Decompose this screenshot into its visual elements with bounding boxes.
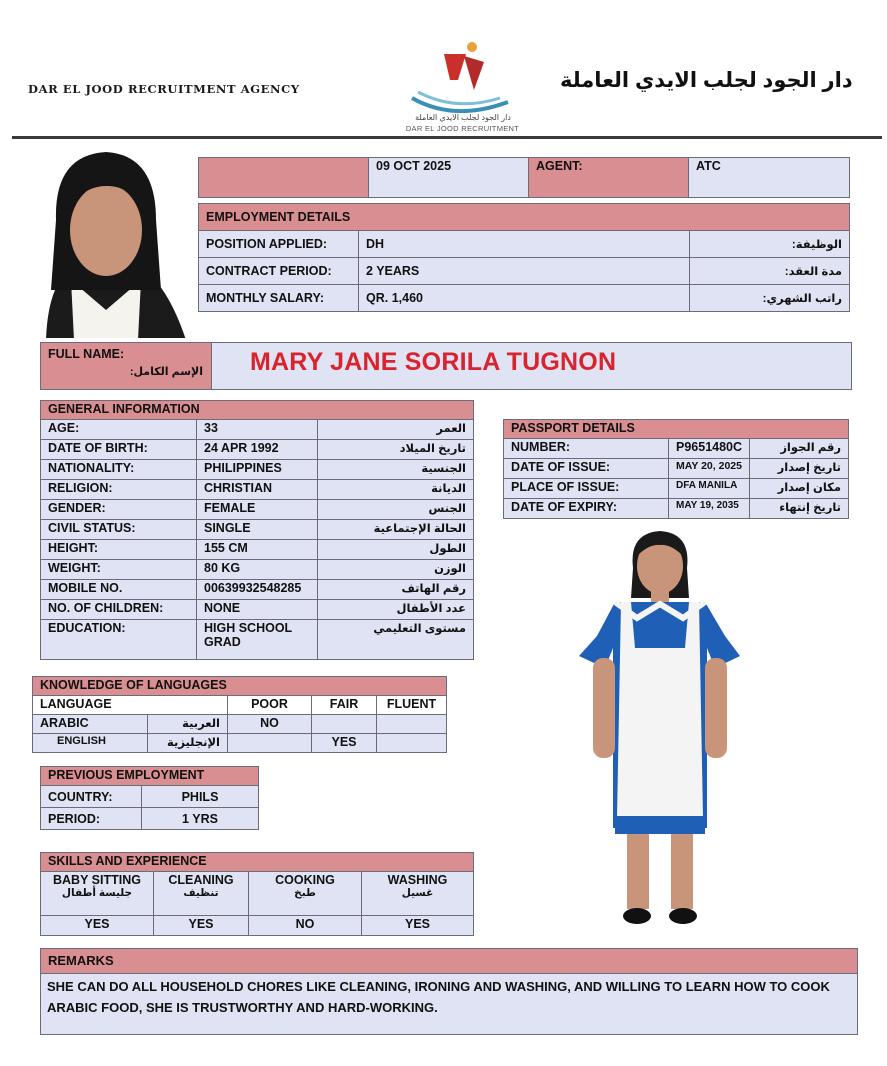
general-label-arabic: الديانة <box>318 480 474 500</box>
passport-label-arabic: مكان إصدار <box>750 479 849 499</box>
general-label-arabic: رقم الهاتف <box>318 580 474 600</box>
passport-value: P9651480C <box>669 439 750 459</box>
passport-label: DATE OF EXPIRY: <box>504 499 669 519</box>
portrait-photo <box>16 150 194 338</box>
logo-arabic-text: دار الجود لجلب الايدي العاملة <box>415 113 511 122</box>
document-date: 09 OCT 2025 <box>369 158 529 198</box>
general-value: 33 <box>197 420 318 440</box>
skill-value: NO <box>249 916 362 936</box>
skill-name: COOKING <box>275 873 335 887</box>
previous-employment-table <box>40 766 259 830</box>
general-label: WEIGHT: <box>41 560 197 580</box>
previous-employment-label: COUNTRY: <box>41 786 142 808</box>
language-fluent <box>377 715 447 734</box>
passport-label: DATE OF ISSUE: <box>504 459 669 479</box>
general-label-arabic: العمر <box>318 420 474 440</box>
general-label-arabic: مستوى التعليمي <box>318 620 474 660</box>
general-value: 80 KG <box>197 560 318 580</box>
general-label: NATIONALITY: <box>41 460 197 480</box>
general-label: MOBILE NO. <box>41 580 197 600</box>
agent-value: ATC <box>689 158 850 198</box>
general-information-table <box>40 400 474 660</box>
passport-label-arabic: تاريخ إصدار <box>750 459 849 479</box>
general-label-arabic: الحالة الإجتماعية <box>318 520 474 540</box>
full-name-label-arabic: الإسم الكامل: <box>129 366 203 378</box>
skill-item <box>362 872 474 916</box>
employment-label-arabic: الوظيفة: <box>690 231 850 258</box>
skill-item <box>154 872 249 916</box>
general-label-arabic: تاريخ الميلاد <box>318 440 474 460</box>
passport-details-table <box>503 419 849 519</box>
general-information-title: GENERAL INFORMATION <box>41 401 474 420</box>
general-value: SINGLE <box>197 520 318 540</box>
general-value: FEMALE <box>197 500 318 520</box>
language-name-arabic: العربية <box>148 715 228 734</box>
general-value: PHILIPPINES <box>197 460 318 480</box>
passport-value: DFA MANILA <box>669 479 750 499</box>
date-agent-table <box>198 157 850 198</box>
employment-details-title: EMPLOYMENT DETAILS <box>199 204 850 231</box>
languages-header-fluent: FLUENT <box>377 696 447 715</box>
general-label: AGE: <box>41 420 197 440</box>
passport-label: NUMBER: <box>504 439 669 459</box>
passport-label-arabic: تاريخ إنتهاء <box>750 499 849 519</box>
agent-label: AGENT: <box>529 158 689 198</box>
languages-header-language: LANGUAGE <box>33 696 228 715</box>
previous-employment-value: PHILS <box>142 786 259 808</box>
language-poor <box>228 734 312 753</box>
general-value: NONE <box>197 600 318 620</box>
languages-header-fair: FAIR <box>312 696 377 715</box>
general-value: CHRISTIAN <box>197 480 318 500</box>
skills-title: SKILLS AND EXPERIENCE <box>41 853 474 872</box>
employment-label: CONTRACT PERIOD: <box>199 258 359 285</box>
header-divider <box>12 136 882 139</box>
portrait-figure-icon <box>16 150 194 338</box>
skill-name-arabic: طبخ <box>294 887 316 899</box>
passport-label-arabic: رقم الجواز <box>750 439 849 459</box>
language-name-arabic: الإنجليزية <box>148 734 228 753</box>
passport-value: MAY 19, 2035 <box>669 499 750 519</box>
employment-value: DH <box>359 231 690 258</box>
general-label: DATE OF BIRTH: <box>41 440 197 460</box>
agency-name-english: DAR EL JOOD RECRUITMENT AGENCY <box>28 82 300 96</box>
skill-name-arabic: غسيل <box>401 887 434 899</box>
general-label-arabic: الجنسية <box>318 460 474 480</box>
language-name: ARABIC <box>33 715 148 734</box>
employment-label-arabic: مدة العقد: <box>690 258 850 285</box>
skill-name-arabic: تنظيف <box>183 887 219 899</box>
skill-name: CLEANING <box>168 873 234 887</box>
agency-logo-icon <box>404 40 516 114</box>
general-label-arabic: الجنس <box>318 500 474 520</box>
language-name: ENGLISH <box>33 734 148 753</box>
skill-value: YES <box>154 916 249 936</box>
general-label: RELIGION: <box>41 480 197 500</box>
remarks-text: SHE CAN DO ALL HOUSEHOLD CHORES LIKE CLEANING, IRONING AND WASHING, AND WILLING TO LEARN HOW TO COOK ARABIC FOOD, SHE IS TRUSTWORTHY AND HARD-WORKING. <box>47 979 830 1015</box>
skill-item <box>249 872 362 916</box>
full-body-photo <box>575 528 745 933</box>
general-label: EDUCATION: <box>41 620 197 660</box>
general-label: CIVIL STATUS: <box>41 520 197 540</box>
languages-table <box>32 676 447 753</box>
agency-name-arabic: دار الجود لجلب الايدي العاملة <box>560 69 853 92</box>
skill-item <box>41 872 154 916</box>
logo-english-text: DAR EL JOOD RECRUITMENT <box>405 124 520 133</box>
general-label: HEIGHT: <box>41 540 197 560</box>
skill-name: BABY SITTING <box>53 873 141 887</box>
employment-value: 2 YEARS <box>359 258 690 285</box>
general-value: HIGH SCHOOL GRAD <box>197 620 318 660</box>
employment-value: QR. 1,460 <box>359 285 690 312</box>
employment-label: POSITION APPLIED: <box>199 231 359 258</box>
language-fluent <box>377 734 447 753</box>
general-label-arabic: عدد الأطفال <box>318 600 474 620</box>
skill-name-arabic: جليسة أطفال <box>61 887 133 899</box>
skill-name: WASHING <box>387 873 448 887</box>
full-name-label-box <box>40 342 212 390</box>
skills-table <box>40 852 474 936</box>
general-value: 24 APR 1992 <box>197 440 318 460</box>
employment-label-arabic: راتب الشهري: <box>690 285 850 312</box>
language-fair <box>312 715 377 734</box>
general-label: NO. OF CHILDREN: <box>41 600 197 620</box>
language-fair: YES <box>312 734 377 753</box>
full-name-value: MARY JANE SORILA TUGNON <box>250 348 617 376</box>
language-poor: NO <box>228 715 312 734</box>
passport-details-title: PASSPORT DETAILS <box>504 420 849 439</box>
full-name-label: FULL NAME: <box>48 347 125 361</box>
remarks-title: REMARKS <box>48 953 114 968</box>
general-value: 00639932548285 <box>197 580 318 600</box>
general-label-arabic: الطول <box>318 540 474 560</box>
skill-value: YES <box>41 916 154 936</box>
passport-label: PLACE OF ISSUE: <box>504 479 669 499</box>
previous-employment-title: PREVIOUS EMPLOYMENT <box>41 767 259 786</box>
previous-employment-value: 1 YRS <box>142 808 259 830</box>
general-value: 155 CM <box>197 540 318 560</box>
general-label: GENDER: <box>41 500 197 520</box>
skill-value: YES <box>362 916 474 936</box>
employment-details-table <box>198 203 850 312</box>
languages-header-poor: POOR <box>228 696 312 715</box>
languages-title: KNOWLEDGE OF LANGUAGES <box>33 677 447 696</box>
remarks-header <box>40 948 858 974</box>
empty-header-cell <box>199 158 369 198</box>
passport-value: MAY 20, 2025 <box>669 459 750 479</box>
employment-label: MONTHLY SALARY: <box>199 285 359 312</box>
general-label-arabic: الوزن <box>318 560 474 580</box>
previous-employment-label: PERIOD: <box>41 808 142 830</box>
